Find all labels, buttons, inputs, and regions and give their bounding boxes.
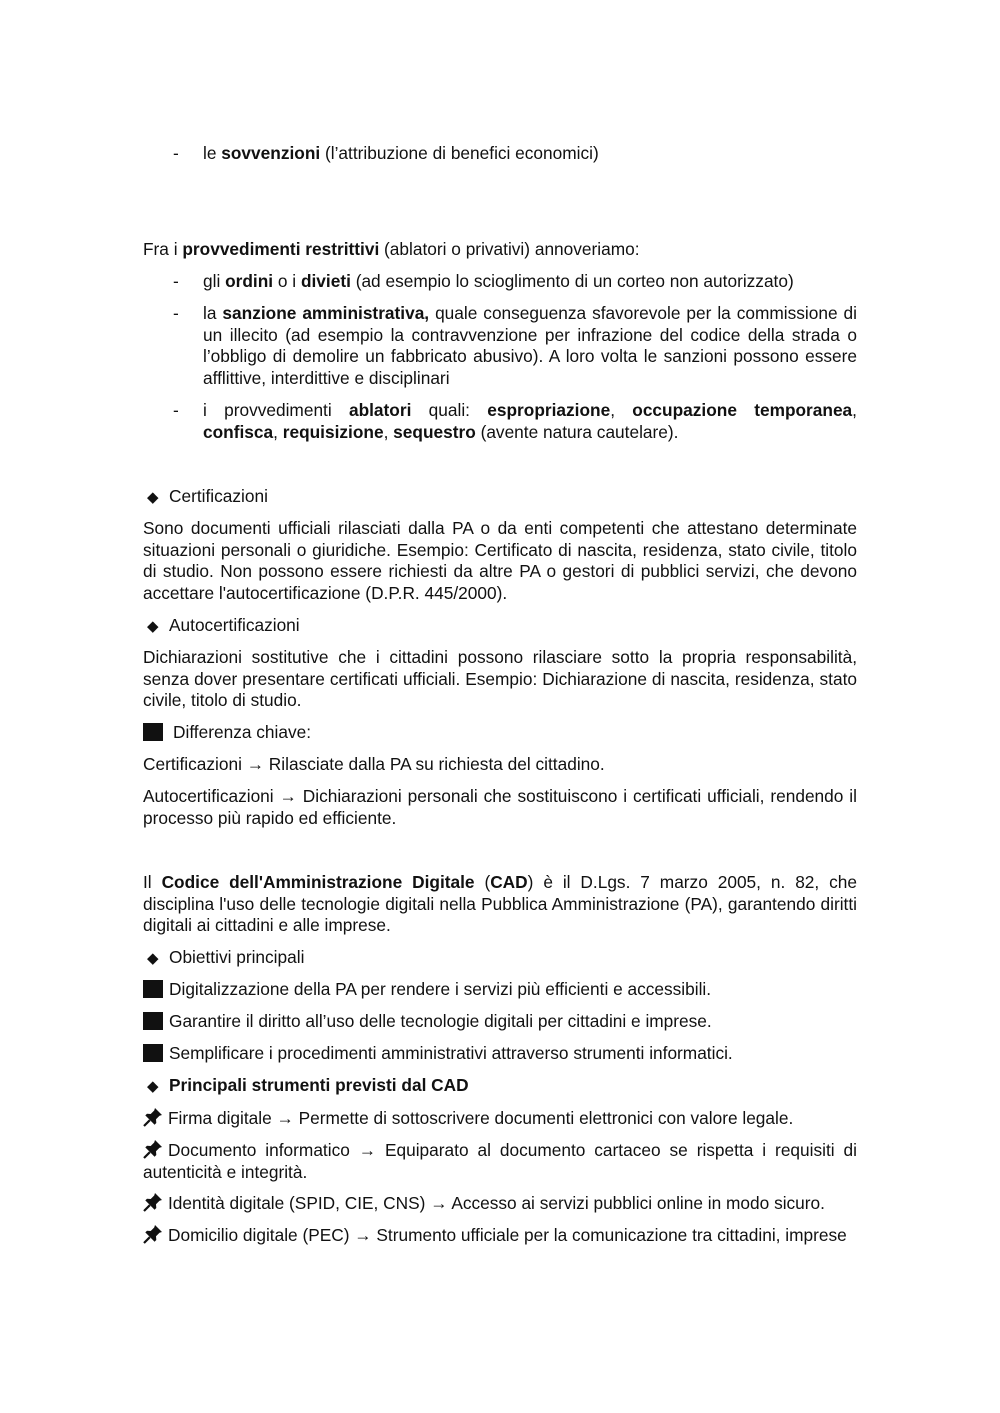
heading-certificazioni: ◆ Certificazioni <box>143 486 857 509</box>
dash-bullet: - <box>173 143 179 163</box>
heading-strumenti: ◆ Principali strumenti previsti dal CAD <box>143 1075 857 1098</box>
pushpin-icon <box>143 1192 165 1212</box>
dash-bullet: - <box>173 400 179 420</box>
strumento-item: Documento informatico → Equiparato al documento cartaceo se rispetta i requisiti di autenticità e integrità. <box>143 1140 857 1182</box>
pushpin-icon <box>143 1107 165 1127</box>
heading-obiettivi: ◆ Obiettivi principali <box>143 947 857 970</box>
list-item-text: le sovvenzioni (l’attribuzione di benefici economici) <box>203 143 599 163</box>
black-square-icon <box>143 723 163 741</box>
differenza-line-2: Autocertificazioni → Dichiarazioni personali che sostituiscono i certificati ufficiali, rendendo il processo più rapido ed efficiente. <box>143 786 857 828</box>
list-item-text: gli ordini o i divieti (ad esempio lo scioglimento di un corteo non autorizzato) <box>203 271 794 291</box>
strumento-item: Domicilio digitale (PEC) → Strumento ufficiale per la comunicazione tra cittadini, imprese <box>143 1224 857 1247</box>
black-square-icon <box>143 1044 163 1062</box>
obiettivo-item: Digitalizzazione della PA per rendere i servizi più efficienti e accessibili. <box>143 979 857 1001</box>
dash-bullet: - <box>173 271 179 291</box>
black-diamond-icon: ◆ <box>147 618 159 635</box>
paragraph-autocertificazioni: Dichiarazioni sostitutive che i cittadini possono rilasciare sotto la propria responsabilità, senza dover presentare certificati ufficiali. Esempio: Dichiarazione di nascita, residenza, stato civile, titolo di studio. <box>143 647 857 711</box>
paragraph-certificazioni: Sono documenti ufficiali rilasciati dalla PA o da enti competenti che attestano determinate situazioni personali o giuridiche. Esempio: Certificato di nascita, residenza, stato civile, titolo di studio. Non possono essere richiesti da altre PA o gestori di pubblici servizi, che devono accettare l'autocertificazione (D.P.R. 445/2000). <box>143 518 857 603</box>
restrictive-intro: Fra i provvedimenti restrittivi (ablatori o privativi) annoveriamo: <box>143 239 640 259</box>
paragraph-cad: Il Codice dell'Amministrazione Digitale (CAD) è il D.Lgs. 7 marzo 2005, n. 82, che disciplina l'uso delle tecnologie digitali nella Pubblica Amministrazione (PA), garantendo diritti digitali ai cittadini e alle imprese. <box>143 872 857 936</box>
list-item-text: i provvedimenti ablatori quali: espropriazione, occupazione temporanea, confisca, requisizione, sequestro (avente natura cautelare). <box>203 400 857 442</box>
black-diamond-icon: ◆ <box>147 950 159 967</box>
black-diamond-icon: ◆ <box>147 489 159 506</box>
pushpin-icon <box>143 1224 165 1244</box>
strumento-item: Identità digitale (SPID, CIE, CNS) → Accesso ai servizi pubblici online in modo sicuro. <box>143 1192 857 1215</box>
black-diamond-icon: ◆ <box>147 1078 159 1095</box>
list-item-text: la sanzione amministrativa, quale conseguenza sfavorevole per la commissione di un illecito (ad esempio la contravvenzione per infrazione del codice della strada o l’obbligo di demolire un fabbricato abusivo). A loro volta le sanzioni possono essere afflittive, interdittive e disciplinari <box>203 303 857 388</box>
pushpin-icon <box>143 1139 165 1159</box>
black-square-icon <box>143 1012 163 1030</box>
black-square-icon <box>143 980 163 998</box>
strumento-item: Firma digitale → Permette di sottoscrivere documenti elettronici con valore legale. <box>143 1107 857 1130</box>
obiettivo-item: Semplificare i procedimenti amministrativi attraverso strumenti informatici. <box>143 1043 857 1065</box>
heading-differenza: Differenza chiave: <box>143 722 857 744</box>
differenza-line-1: Certificazioni → Rilasciate dalla PA su richiesta del cittadino. <box>143 754 605 774</box>
dash-bullet: - <box>173 303 179 323</box>
obiettivo-item: Garantire il diritto all’uso delle tecnologie digitali per cittadini e imprese. <box>143 1011 857 1033</box>
heading-autocertificazioni: ◆ Autocertificazioni <box>143 615 857 638</box>
